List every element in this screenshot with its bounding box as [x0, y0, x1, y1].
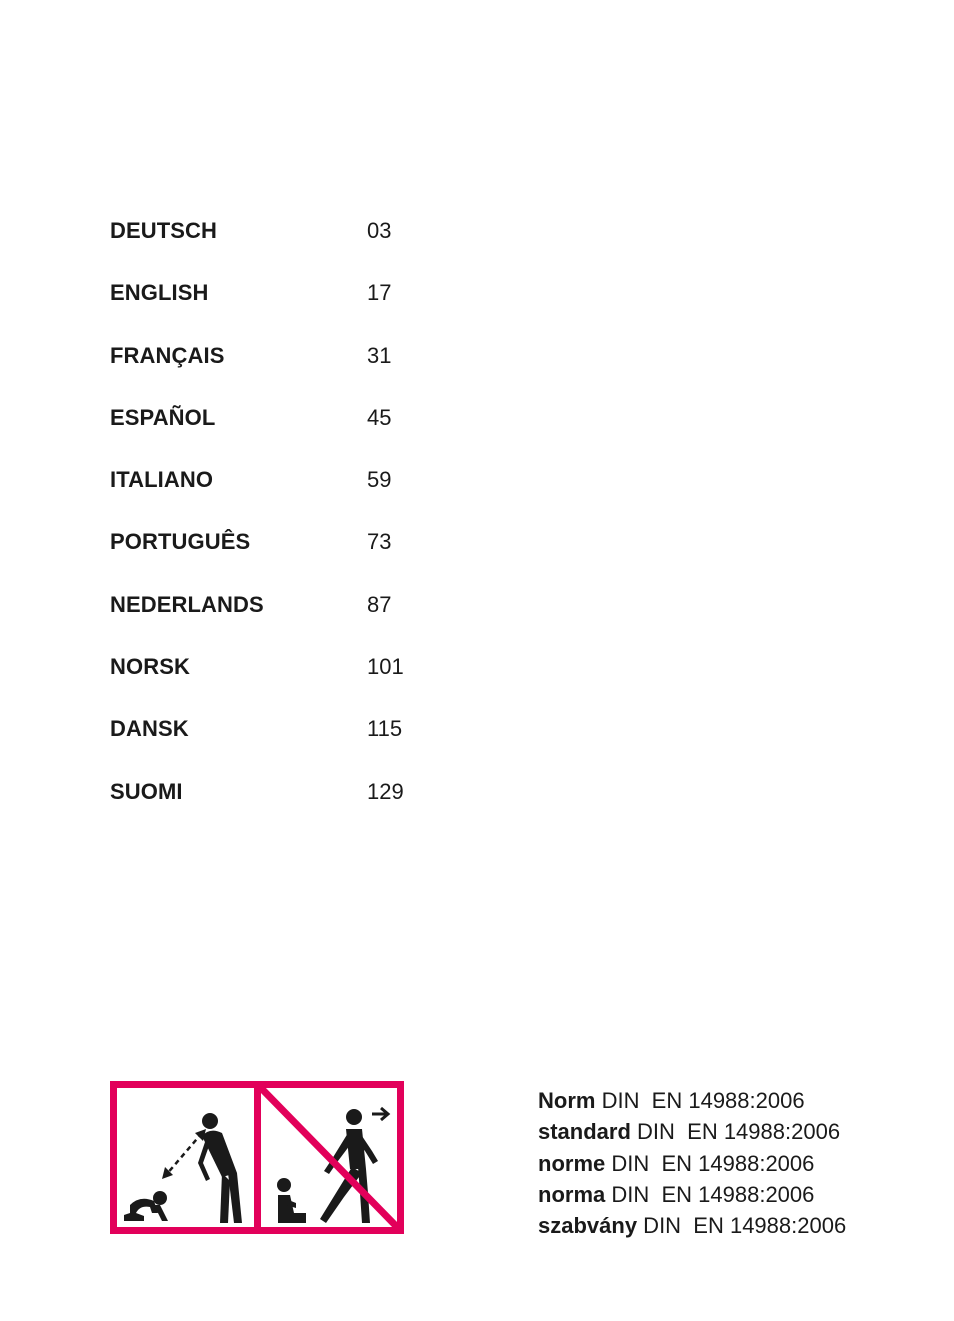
toc-language: ESPAÑOL [110, 404, 216, 430]
toc-language: SUOMI [110, 778, 183, 804]
toc-page-number: 129 [367, 778, 404, 804]
toc-page-number: 59 [367, 467, 392, 493]
norm-value: DIN EN 14988:2006 [637, 1213, 847, 1239]
norm-standards-list [538, 1086, 938, 1242]
adult-walking-away-from-child-prohibited-icon [261, 1088, 397, 1227]
safety-pictogram [110, 1081, 404, 1234]
toc-language: NORSK [110, 654, 190, 680]
toc-row-dansk[interactable] [110, 714, 510, 776]
norm-line-de [538, 1086, 938, 1117]
toc-row-english[interactable] [110, 278, 510, 340]
norm-word: norme [538, 1150, 606, 1176]
norm-line-hu [538, 1211, 938, 1242]
toc-language: DEUTSCH [110, 218, 218, 243]
toc-row-nederlands[interactable] [110, 590, 510, 652]
toc-page-number: 73 [367, 529, 392, 555]
norm-line-fr [538, 1149, 938, 1180]
toc-row-norsk[interactable] [110, 652, 510, 714]
toc-page-number: 115 [367, 716, 403, 742]
norm-value: DIN EN 14988:2006 [605, 1181, 815, 1207]
toc-row-suomi[interactable] [110, 777, 510, 839]
toc-language: DANSK [110, 716, 189, 742]
toc-page-number: 17 [367, 280, 392, 306]
toc-page-number: 45 [367, 404, 392, 430]
norm-line-en [538, 1117, 938, 1148]
adult-supervising-crawling-child-icon [124, 1113, 242, 1223]
toc-language: ITALIANO [110, 467, 214, 493]
toc-language: PORTUGUÊS [110, 529, 251, 555]
toc-language: NEDERLANDS [110, 591, 264, 617]
norm-line-es [538, 1180, 938, 1211]
toc-row-espanol[interactable] [110, 403, 510, 465]
toc-row-deutsch[interactable] [110, 216, 510, 278]
toc-language: ENGLISH [110, 280, 209, 306]
toc-page-number: 101 [367, 654, 404, 680]
norm-word: Norm [538, 1088, 596, 1113]
norm-value: DIN EN 14988:2006 [630, 1119, 841, 1145]
toc-row-portugues[interactable] [110, 527, 510, 589]
toc-page-number: 03 [367, 218, 392, 243]
norm-word: norma [538, 1181, 606, 1207]
norm-word: standard [538, 1119, 631, 1145]
norm-word: szabvány [538, 1213, 638, 1239]
toc-page-number: 87 [367, 591, 392, 617]
toc-row-italiano[interactable] [110, 465, 510, 527]
toc-row-francais[interactable] [110, 341, 510, 403]
norm-value: DIN EN 14988:2006 [595, 1088, 805, 1113]
table-of-contents [110, 216, 510, 839]
pictogram-divider [254, 1084, 261, 1231]
toc-page-number: 31 [367, 342, 392, 368]
toc-language: FRANÇAIS [110, 342, 225, 368]
norm-value: DIN EN 14988:2006 [605, 1150, 815, 1176]
